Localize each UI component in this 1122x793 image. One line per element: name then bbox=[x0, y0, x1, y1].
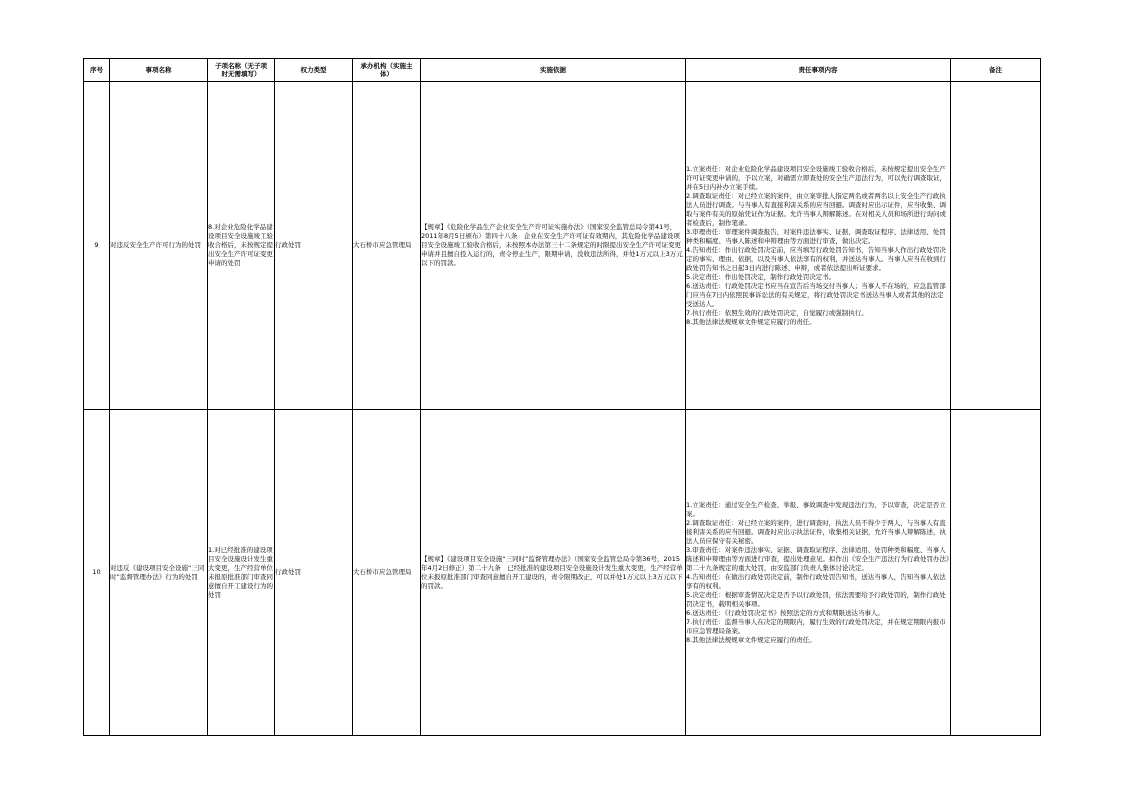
cell-item-name: 对违反安全生产许可行为的处罚 bbox=[110, 82, 208, 410]
responsibility-item: 6.送达责任：《行政处罚决定书》按照法定的方式和期限送达当事人。 bbox=[686, 608, 884, 617]
header-power-type: 权力类型 bbox=[275, 59, 353, 82]
responsibility-item: 4.告知责任：作出行政处罚决定前，应当填写行政处罚告知书，告知当事人作出行政处罚决定的事实、理由、依据，以及当事人依法享有的权利，并送达当事人。当事人应当在收到行政处罚告知书之日起3日内进行陈述、申辩，或者依法提出听证要求。 bbox=[686, 245, 946, 272]
header-basis: 实施依据 bbox=[421, 59, 686, 82]
cell-agency: 大石桥市应急管理局 bbox=[353, 410, 421, 736]
cell-seq: 10 bbox=[84, 410, 110, 736]
header-responsibilities: 责任事项内容 bbox=[686, 59, 951, 82]
responsibility-item: 6.送达责任：行政处罚决定书应当在宣告后当场交付当事人；当事人不在场的，应急监管部门应当在7日内依照民事诉讼法的有关规定，将行政处罚决定书送达当事人或者其他的法定受送达人。 bbox=[686, 281, 946, 308]
authority-table bbox=[83, 58, 1041, 736]
cell-basis: 【规章】《危险化学品生产企业安全生产许可证实施办法》（国家安全监管总局令第41号，2011年8月5日颁布）第四十八条 企业在安全生产许可证有效期内，其危险化学品建设项目安全设施竣工验收合格后，未按照本办法第三十二条规定的时限提出安全生产许可证变更申请并且擅自投入运行的，责令停止生产，限期申请，没收违法所得，并处1万元以上3万元以下的罚款。 bbox=[421, 82, 686, 410]
cell-remarks bbox=[951, 82, 1041, 410]
cell-remarks bbox=[951, 410, 1041, 736]
table-row bbox=[84, 82, 1041, 410]
responsibility-item: 2.调查取证责任：对已经立案的案件，由立案审批人指定两名或者两名以上安全生产行政执法人员进行调查。与当事人有直接利害关系的应当回避。调查时应出示证件，应当收集、调取与案件有关的原始凭证作为证据。允许当事人辩解陈述。在对相关人员和场所进行询问或者检查后，制作笔录。 bbox=[686, 191, 946, 227]
header-sub-item: 子项名称（无子项时无需填写） bbox=[208, 59, 275, 82]
responsibility-item: 3.审理责任：审理案件调查报告，对案件违法事实、证据、调查取证程序、法律适用、处罚种类和幅度、当事人陈述和申辩理由等方面进行审查，做出决定。 bbox=[686, 227, 946, 245]
cell-seq: 9 bbox=[84, 82, 110, 410]
responsibility-item: 1.立案责任：通过安全生产检查、举报、事故调查中发现违法行为，予以审查，决定是否立案。 bbox=[686, 500, 946, 518]
responsibility-item: 4.告知责任：在做出行政处罚决定前，制作行政处罚告知书，送达当事人，告知当事人依法享有的权利。 bbox=[686, 572, 946, 590]
cell-power-type: 行政处罚 bbox=[275, 82, 353, 410]
responsibility-item: 5.决定责任：作出处罚决定，制作行政处罚决定书。 bbox=[686, 272, 836, 281]
responsibility-item: 8.其他法律法规规章文件规定应履行的责任。 bbox=[686, 635, 816, 644]
table-row bbox=[84, 410, 1041, 736]
responsibility-item: 1.立案责任：对企业危险化学品建设项目安全设施竣工验收合格后，未按规定提出安全生产许可证变更申请的，予以立案，对确需立即查处的安全生产违法行为，可以先行调查取证，并在5日内补办立案手续。 bbox=[686, 164, 946, 191]
cell-agency: 大石桥市应急管理局 bbox=[353, 82, 421, 410]
cell-responsibilities bbox=[686, 410, 951, 736]
cell-power-type: 行政处罚 bbox=[275, 410, 353, 736]
header-agency: 承办机构（实施主体） bbox=[353, 59, 421, 82]
cell-sub-item: 8.对企业危险化学品建设项目安全设施竣工验收合格后，未按规定提出安全生产许可证变更申请的处罚 bbox=[208, 82, 275, 410]
responsibility-item: 8.其他法律法规规章文件规定应履行的责任。 bbox=[686, 317, 816, 326]
responsibility-item: 7.执行责任：监督当事人在决定的期限内，履行生效的行政处罚决定，并在规定期限内报市市应急管理局备案。 bbox=[686, 617, 946, 635]
cell-basis: 【规章】《建设项目安全设施“三同时”监督管理办法》（国家安全监管总局令第36号，2015年4月2日修正）第二十九条 已经批准的建设项目安全设施设计发生重大变更，生产经营单位未报原批准部门审查同意擅自开工建设的，责令限期改正，可以并处1万元以上3万元以下的罚款。 bbox=[421, 410, 686, 736]
header-seq: 序号 bbox=[84, 59, 110, 82]
responsibility-item: 3.审查责任：对案件违法事实、证据、调查取证程序、法律适用、处罚种类和幅度、当事人陈述和申辩理由等方面进行审查，提出处理意见。拟作出《安全生产违法行为行政处罚办法》第二十九条规定的重大处罚，由安监部门负责人集体讨论决定。 bbox=[686, 545, 950, 572]
header-row bbox=[84, 59, 1041, 82]
responsibility-item: 7.执行责任：依照生效的行政处罚决定，自觉履行或强制执行。 bbox=[686, 308, 868, 317]
header-remarks: 备注 bbox=[951, 59, 1041, 82]
responsibility-item: 2.调查取证责任：对已经立案的案件，进行调查时，执法人员不得少于两人，与当事人有直接利害关系的应当回避。调查时应出示执法证件，收集相关证据，允许当事人辩解陈述，执法人员应保守有关秘密。 bbox=[686, 518, 946, 545]
responsibility-item: 5.决定责任：根据审查情况决定是否予以行政处罚，依法需要给予行政处罚的，制作行政处罚决定书，载明相关事项。 bbox=[686, 590, 946, 608]
cell-responsibilities bbox=[686, 82, 951, 410]
cell-sub-item: 1.对已经批准的建设项目安全设施设计发生重大变更，生产经营单位未报原批准部门审查同意擅自开工建设行为的处罚 bbox=[208, 410, 275, 736]
header-item-name: 事项名称 bbox=[110, 59, 208, 82]
cell-item-name: 对违反《建设项目安全设施“三同时”监督管理办法》行为的处罚 bbox=[110, 410, 208, 736]
